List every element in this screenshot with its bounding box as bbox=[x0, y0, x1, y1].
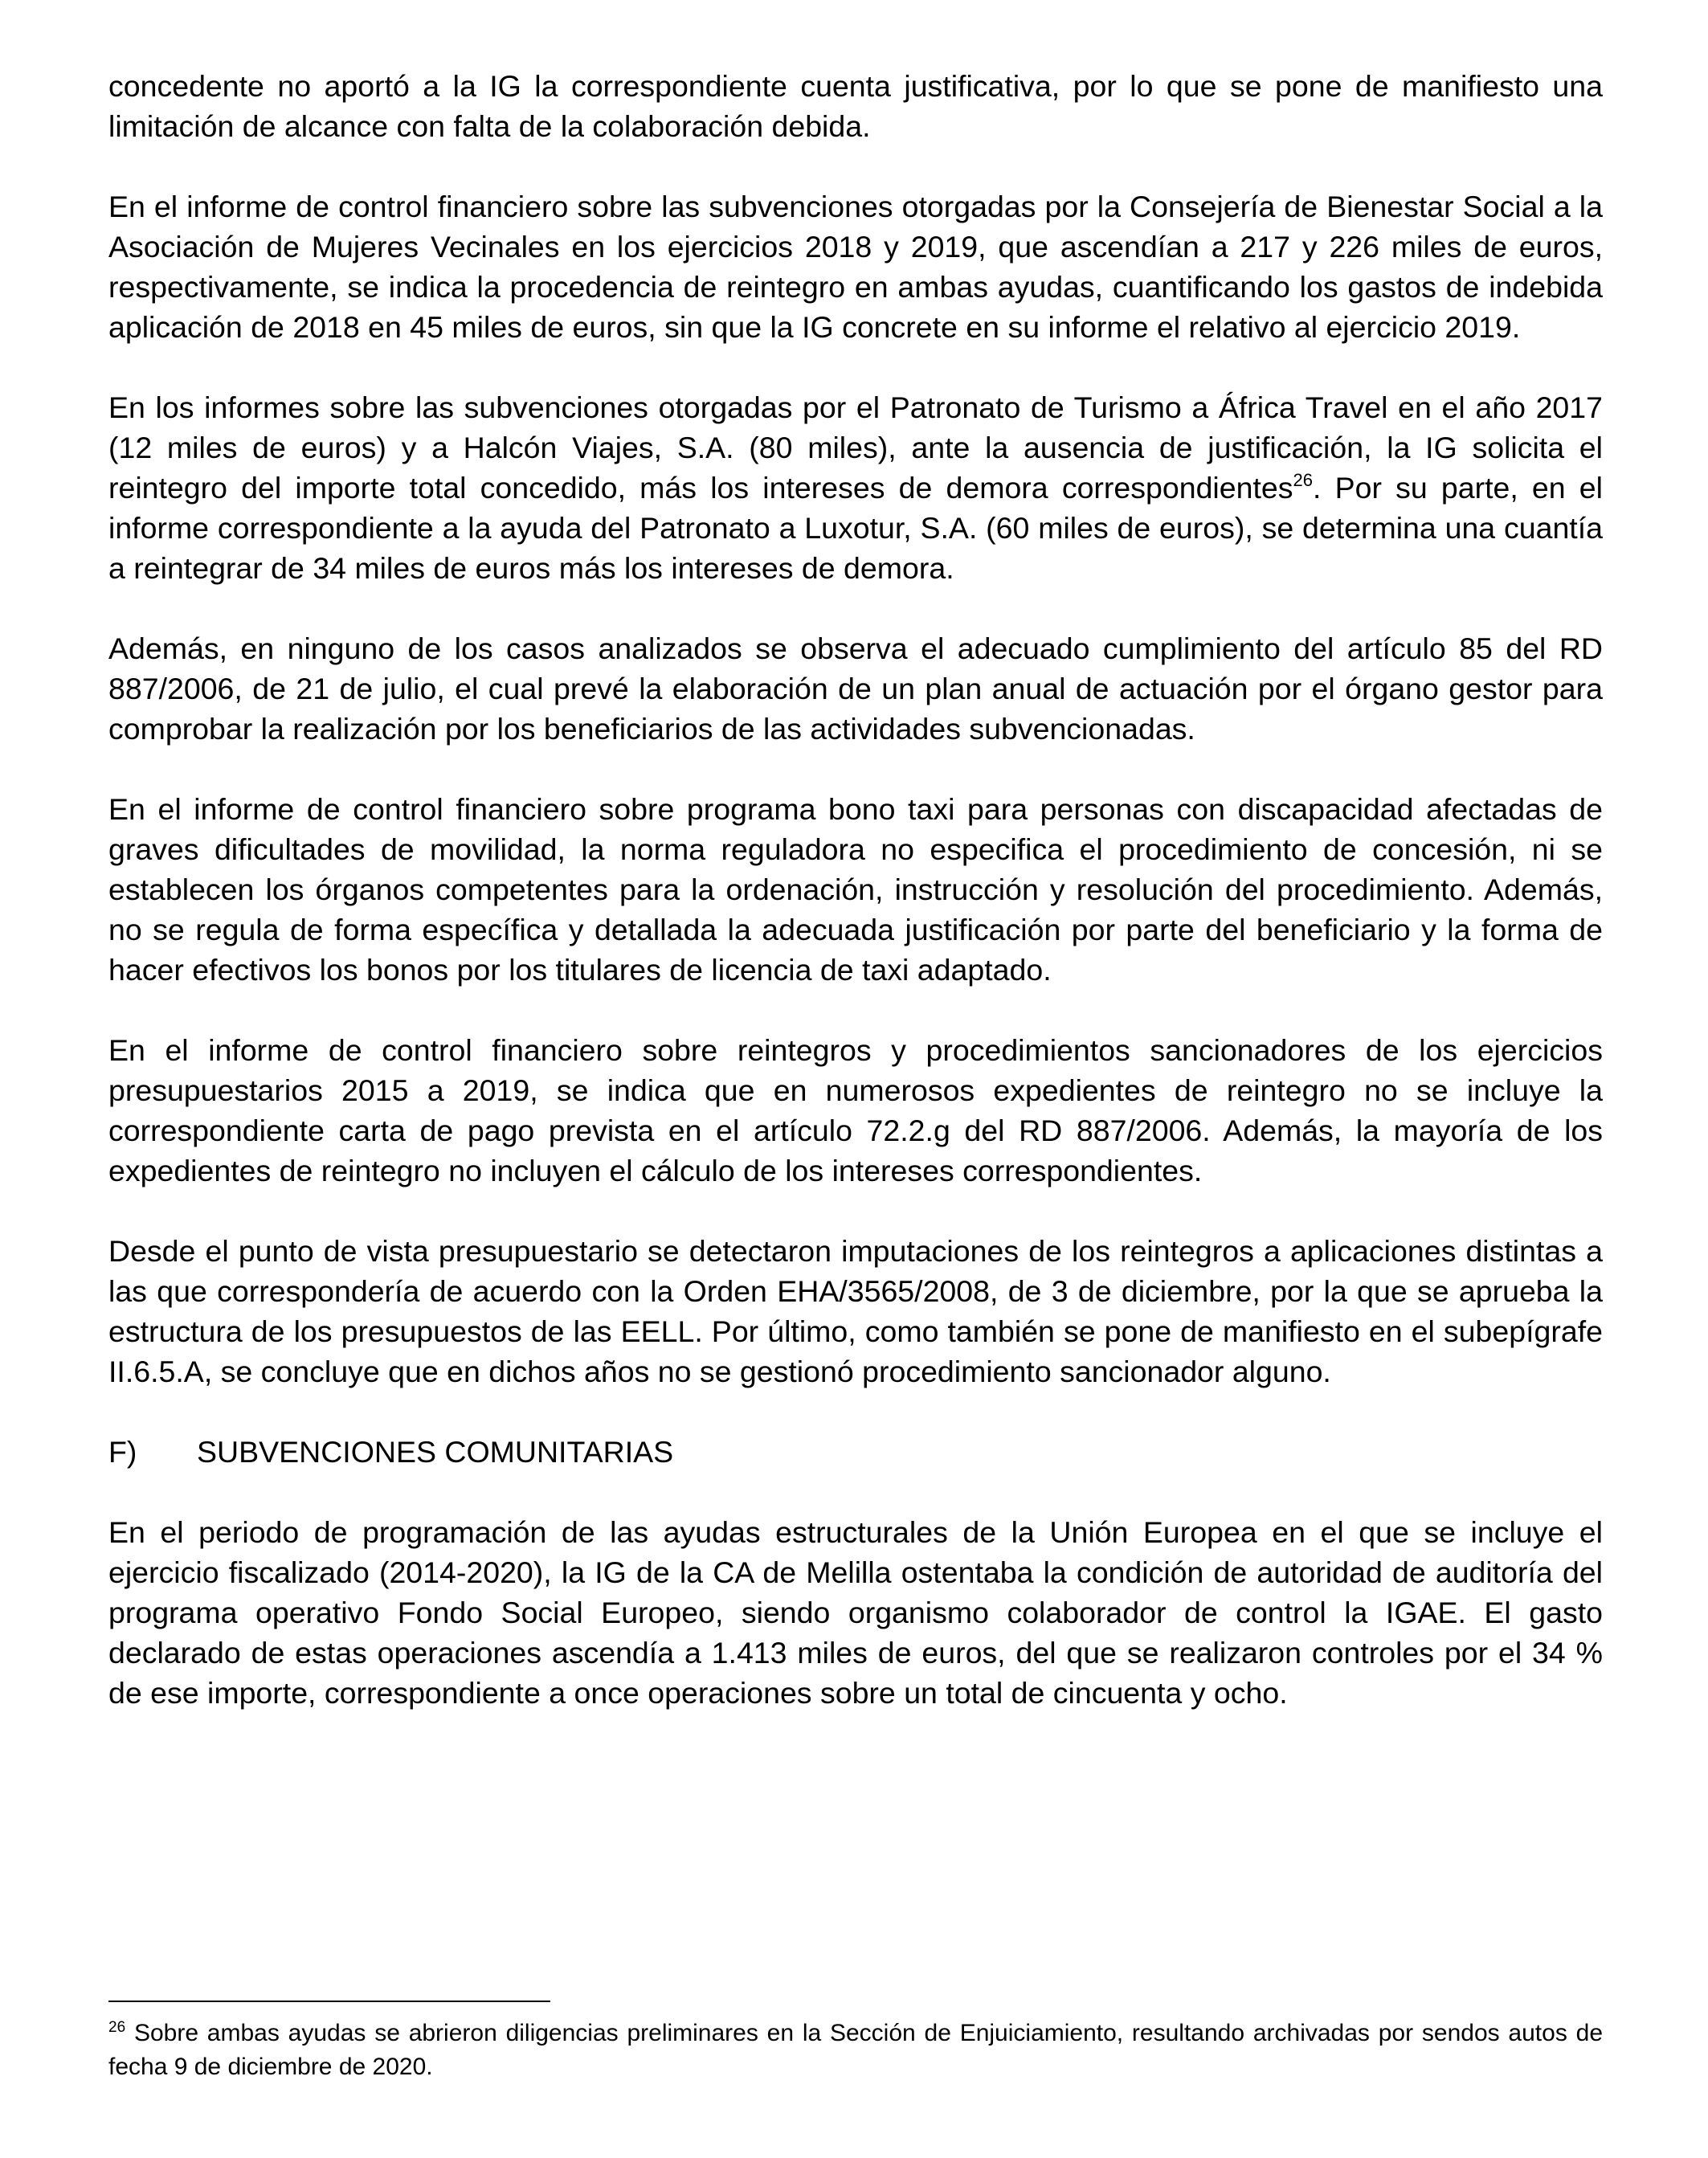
paragraph-articulo-85: Además, en ninguno de los casos analizados se observa el adecuado cumplimiento del artículo 85 del RD 887/2006, de 21 de julio, el cual prevé la elaboración de un plan anual de actuación por el órgano gestor para comprobar la realización por los beneficiarios de las actividades subvencionadas. bbox=[108, 631, 1603, 746]
document-body bbox=[108, 66, 1603, 1753]
section-heading-letter: F) bbox=[108, 1435, 137, 1469]
paragraph-bienestar-social: En el informe de control financiero sobre las subvenciones otorgadas por la Consejería de Bienestar Social a la Asociación de Mujeres Vecinales en los ejercicios 2018 y 2019, que ascendían a 217 y 226 miles de euros, respectivamente, se indica la procedencia de reintegro en ambas ayudas, cuantificando los gastos de indebida aplicación de 2018 en 45 miles de euros, sin que la IG concrete en su informe el relativo al ejercicio 2019. bbox=[108, 190, 1603, 344]
footnote-reference: 26 bbox=[1293, 469, 1313, 490]
paragraph-reintegros: En el informe de control financiero sobre reintegros y procedimientos sancionadores de los ejercicios presupuestarios 2015 a 2019, se indica que en numerosos expedientes de reintegro no se incluye la correspondiente carta de pago prevista en el artículo 72.2.g del RD 887/2006. Además, la mayoría de los expedientes de reintegro no incluyen el cálculo de los intereses correspondientes. bbox=[108, 1033, 1603, 1187]
paragraph-limitacion-alcance: concedente no aportó a la IG la correspondiente cuenta justificativa, por lo que se pone de manifiesto una limitación de alcance con falta de la colaboración debida. bbox=[108, 69, 1603, 143]
footnote-number: 26 bbox=[108, 2019, 126, 2036]
paragraph-patronato-turismo bbox=[108, 387, 1603, 588]
section-heading-title: SUBVENCIONES COMUNITARIAS bbox=[197, 1435, 674, 1469]
footnote bbox=[108, 2017, 1603, 2084]
paragraph-subvenciones-comunitarias: En el periodo de programación de las ayudas estructurales de la Unión Europea en el que se incluye el ejercicio fiscalizado (2014-2020), la IG de la CA de Melilla ostentaba la condición de autoridad de auditoría del programa operativo Fondo Social Europeo, siendo organismo colaborador de control la IGAE. El gasto declarado de estas operaciones ascendía a 1.413 miles de euros, del que se realizaron controles por el 34 % de ese importe, correspondiente a once operaciones sobre un total de cincuenta y ocho. bbox=[108, 1515, 1603, 1710]
paragraph-text: . Por su parte, en el informe correspondiente a la ayuda del Patronato a Luxotur, S.A. (60 miles de euros), se determina una cuantía a reintegrar de 34 miles de euros más los intereses de demora. bbox=[108, 471, 1603, 585]
footnote-separator bbox=[108, 2001, 550, 2002]
section-heading bbox=[108, 1432, 1603, 1472]
footnote-text: Sobre ambas ayudas se abrieron diligencias preliminares en la Sección de Enjuiciamiento, resultando archivadas por sendos autos de fecha 9 de diciembre de 2020. bbox=[108, 2020, 1603, 2080]
paragraph-bono-taxi: En el informe de control financiero sobre programa bono taxi para personas con discapacidad afectadas de graves dificultades de movilidad, la norma reguladora no especifica el procedimiento de concesión, ni se establecen los órganos competentes para la ordenación, instrucción y resolución del procedimiento. Además, no se regula de forma específica y detallada la adecuada justificación por parte del beneficiario y la forma de hacer efectivos los bonos por los titulares de licencia de taxi adaptado. bbox=[108, 792, 1603, 987]
paragraph-presupuestario: Desde el punto de vista presupuestario se detectaron imputaciones de los reintegros a aplicaciones distintas a las que correspondería de acuerdo con la Orden EHA/3565/2008, de 3 de diciembre, por la que se aprueba la estructura de los presupuestos de las EELL. Por último, como también se pone de manifiesto en el subepígrafe II.6.5.A, se concluye que en dichos años no se gestionó procedimiento sancionador alguno. bbox=[108, 1234, 1603, 1388]
paragraph-text: En los informes sobre las subvenciones otorgadas por el Patronato de Turismo a África Travel en el año 2017 (12 miles de euros) y a Halcón Viajes, S.A. (80 miles), ante la ausencia de justificación, la IG solicita el reintegro del importe total concedido, más los intereses de demora correspondientes bbox=[108, 390, 1603, 505]
